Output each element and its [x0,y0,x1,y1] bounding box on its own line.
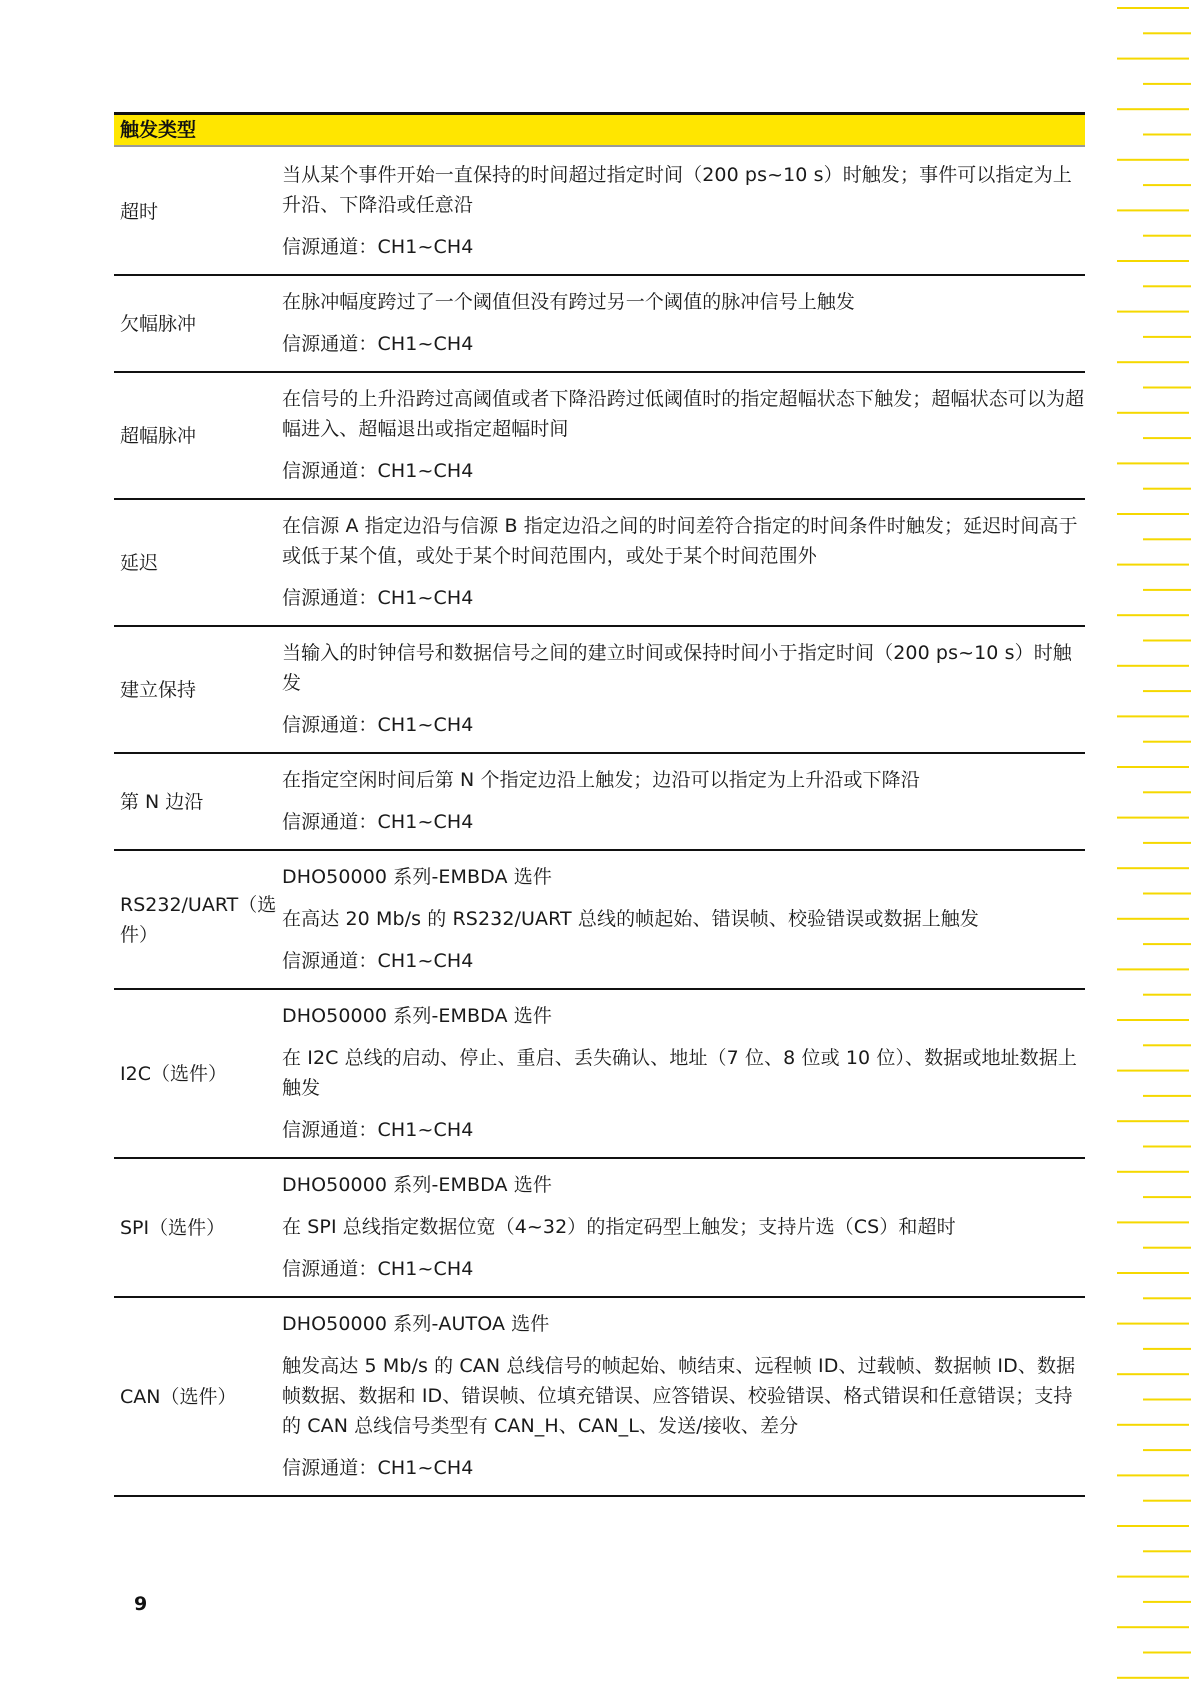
row-label: I2C（选件） [120,1062,227,1085]
stripe-line [1117,614,1189,616]
stripe-line [1143,842,1191,844]
stripe-line [1143,1550,1191,1552]
description-paragraph: 触发高达 5 Mb/s 的 CAN 总线信号的帧起始、帧结束、远程帧 ID、过载帧、数据帧 ID、数据帧数据、数据和 ID、错误帧、位填充错误、应答错误、校验错误、格式错误和任意错误；支持的 CAN 总线信号类型有 CAN_H、CAN_L、发送/接收、差分 [282,1355,1076,1437]
stripe-line [1143,1247,1191,1249]
description-paragraph: DHO50000 系列-EMBDA 选件 [282,1174,552,1196]
stripe-line [1117,665,1189,667]
stripe-line [1143,488,1191,490]
description-paragraph: 在 SPI 总线指定数据位宽（4~32）的指定码型上触发；支持片选（CS）和超时 [282,1216,956,1238]
description-paragraph: 当输入的时钟信号和数据信号之间的建立时间或保持时间小于指定时间（200 ps~10 s）时触发 [282,642,1072,694]
stripe-line [1143,994,1191,996]
description-paragraph: 在信号的上升沿跨过高阈值或者下降沿跨过低阈值时的指定超幅状态下触发；超幅状态可以为超幅进入、超幅退出或指定超幅时间 [282,388,1085,440]
stripe-line [1143,690,1191,692]
row-label: 第 N 边沿 [120,790,204,813]
description-paragraph: 在 I2C 总线的启动、停止、重启、丢失确认、地址（7 位、8 位或 10 位）、数据或地址数据上触发 [282,1047,1077,1099]
row-label: CAN（选件） [120,1385,237,1408]
stripe-line [1117,766,1189,768]
stripe-line [1117,1525,1189,1527]
description-paragraph: 信源通道：CH1~CH4 [282,333,474,355]
stripe-line [1143,1399,1191,1401]
stripe-line [1117,412,1189,414]
description-paragraph: DHO50000 系列-EMBDA 选件 [282,866,552,888]
stripe-line [1143,1348,1191,1350]
stripe-line [1143,387,1191,389]
stripe-line [1117,1171,1189,1173]
description-paragraph: 信源通道：CH1~CH4 [282,811,474,833]
row-label-cell [114,1159,282,1296]
stripe-line [1143,1196,1191,1198]
stripe-line [1143,1652,1191,1654]
description-paragraph: 在信源 A 指定边沿与信源 B 指定边沿之间的时间差符合指定的时间条件时触发；延迟时间高于或低于某个值，或处于某个时间范围内，或处于某个时间范围外 [282,515,1078,567]
row-label-cell [114,990,282,1157]
stripe-line [1117,1120,1189,1122]
description-paragraph: 信源通道：CH1~CH4 [282,460,474,482]
stripe-line [1143,83,1191,85]
description-paragraph: 在脉冲幅度跨过了一个阈值但没有跨过另一个阈值的脉冲信号上触发 [282,291,856,313]
table-header-label: 触发类型 [120,119,197,141]
description-paragraph: 信源通道：CH1~CH4 [282,950,474,972]
stripe-line [1117,462,1189,464]
row-description [282,276,1085,371]
stripe-line [1117,715,1189,717]
stripe-line [1143,589,1191,591]
row-label-cell [114,754,282,849]
stripe-line [1117,311,1189,313]
table-row [114,1298,1085,1497]
description-paragraph: 信源通道：CH1~CH4 [282,236,474,258]
stripe-line [1143,336,1191,338]
description-paragraph: DHO50000 系列-AUTOA 选件 [282,1313,550,1335]
row-label-cell [114,851,282,988]
row-label-cell [114,500,282,625]
stripe-line [1143,32,1191,34]
table-row [114,851,1085,990]
stripe-line [1117,1019,1189,1021]
stripe-line [1143,134,1191,136]
stripe-line [1117,968,1189,970]
stripe-line [1143,943,1191,945]
description-paragraph: DHO50000 系列-EMBDA 选件 [282,1005,552,1027]
row-description [282,1159,1085,1296]
table-row [114,1159,1085,1298]
stripe-line [1117,1677,1189,1679]
description-paragraph: 当从某个事件开始一直保持的时间超过指定时间（200 ps~10 s）时触发；事件可以指定为上升沿、下降沿或任意沿 [282,164,1072,216]
table-row [114,500,1085,627]
stripe-line [1143,538,1191,540]
stripe-line [1117,1272,1189,1274]
row-description [282,851,1085,988]
stripe-line [1117,918,1189,920]
table-row [114,149,1085,276]
stripe-line [1143,1095,1191,1097]
row-description [282,500,1085,625]
stripe-line [1117,209,1189,211]
stripe-line [1117,1424,1189,1426]
stripe-line [1117,1323,1189,1325]
stripe-line [1143,1449,1191,1451]
stripe-line [1117,564,1189,566]
row-description [282,149,1085,274]
description-paragraph: 信源通道：CH1~CH4 [282,587,474,609]
stripe-line [1117,1576,1189,1578]
stripe-line [1143,1500,1191,1502]
description-paragraph: 信源通道：CH1~CH4 [282,1457,474,1479]
stripe-pattern [1117,0,1199,1696]
table-row [114,990,1085,1159]
stripe-line [1117,1070,1189,1072]
stripe-line [1117,108,1189,110]
stripe-line [1143,1044,1191,1046]
stripe-line [1143,640,1191,642]
row-label-cell [114,1298,282,1495]
row-label: RS232/UART（选件） [120,893,277,946]
stripe-line [1117,58,1189,60]
stripe-line [1143,235,1191,237]
row-label-cell [114,276,282,371]
stripe-line [1117,1373,1189,1375]
stripe-line [1117,159,1189,161]
stripe-line [1117,867,1189,869]
stripe-line [1117,1626,1189,1628]
stripe-line [1117,361,1189,363]
stripe-line [1117,7,1189,9]
table-row [114,373,1085,500]
stripe-line [1143,893,1191,895]
table-row [114,754,1085,851]
description-paragraph: 信源通道：CH1~CH4 [282,714,474,736]
stripe-line [1143,791,1191,793]
table-body [114,149,1085,1497]
row-description [282,1298,1085,1495]
stripe-line [1143,1297,1191,1299]
row-label: 建立保持 [120,678,197,701]
row-label-cell [114,373,282,498]
row-label: 超时 [120,200,159,223]
stripe-line [1143,741,1191,743]
description-paragraph: 信源通道：CH1~CH4 [282,1119,474,1141]
row-description [282,990,1085,1157]
table-row [114,276,1085,373]
stripe-line [1117,513,1189,515]
stripe-line [1117,260,1189,262]
stripe-line [1117,1221,1189,1223]
stripe-line [1143,285,1191,287]
description-paragraph: 在高达 20 Mb/s 的 RS232/UART 总线的帧起始、错误帧、校验错误或数据上触发 [282,908,979,930]
row-description [282,754,1085,849]
row-label: 欠幅脉冲 [120,312,197,335]
row-label-cell [114,627,282,752]
stripe-line [1143,437,1191,439]
row-label: 延迟 [120,551,159,574]
description-paragraph: 信源通道：CH1~CH4 [282,1258,474,1280]
decorative-stripes [1117,0,1199,1696]
row-description [282,627,1085,752]
stripe-line [1143,1146,1191,1148]
row-description [282,373,1085,498]
table-header [114,115,1085,147]
stripe-line [1143,184,1191,186]
row-label: SPI（选件） [120,1216,226,1239]
description-paragraph: 在指定空闲时间后第 N 个指定边沿上触发；边沿可以指定为上升沿或下降沿 [282,769,920,791]
stripe-line [1117,817,1189,819]
row-label: 超幅脉冲 [120,424,197,447]
page-number: 9 [134,1593,148,1615]
row-label-cell [114,149,282,274]
table-row [114,627,1085,754]
stripe-line [1117,1474,1189,1476]
stripe-line [1143,1601,1191,1603]
